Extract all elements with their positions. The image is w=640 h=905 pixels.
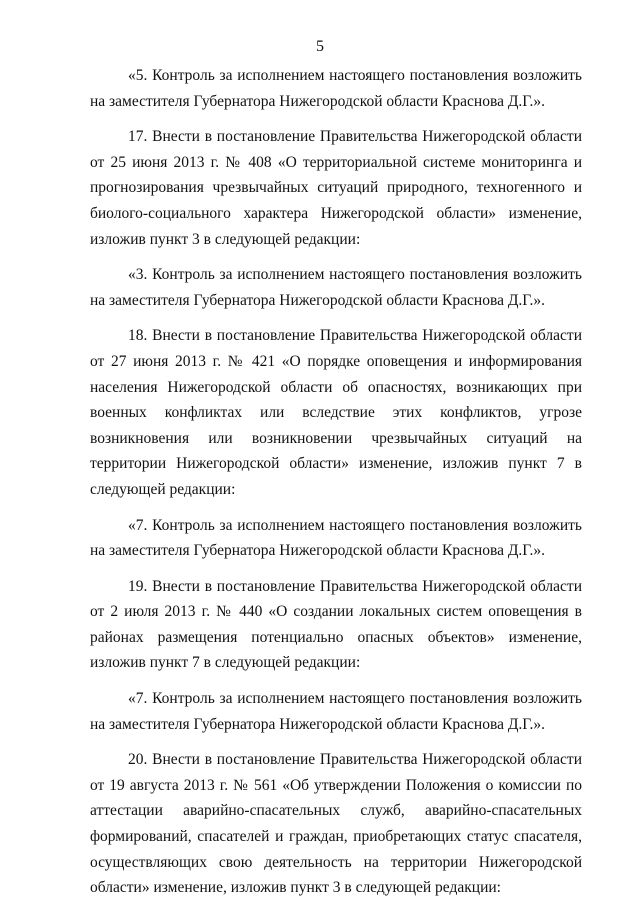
paragraph-clause-5-control: «5. Контроль за исполнением настоящего постановления возложить на заместителя Губернатора Нижегородской области Краснова Д.Г.». xyxy=(90,67,582,110)
document-body xyxy=(90,63,582,901)
page-number: 5 xyxy=(316,38,324,55)
paragraph-clause-3-control: «3. Контроль за исполнением настоящего постановления возложить на заместителя Губернатора Нижегородской области Краснова Д.Г.». xyxy=(90,266,582,309)
paragraph-item-19: 19. Внести в постановление Правительства Нижегородской области от 2 июля 2013 г. № 440 «О создании локальных систем оповещения в районах размещения потенциально опасных объектов» изменение, изложив пункт 7 в следующей редакции: xyxy=(90,577,582,672)
paragraph-item-18: 18. Внести в постановление Правительства Нижегородской области от 27 июня 2013 г. № 421 «О порядке оповещения и информирования населения Нижегородской области об опасностях, возникающих при военных конфликтах или вследствие этих конфликтов, угрозе возникновения или возникновении чрезвычайных ситуаций на территории Нижегородской области» изменение, изложив пункт 7 в следующей редакции: xyxy=(90,327,582,498)
paragraph-clause-7-control-second: «7. Контроль за исполнением настоящего постановления возложить на заместителя Губернатора Нижегородской области Краснова Д.Г.». xyxy=(90,690,582,733)
paragraph-clause-7-control: «7. Контроль за исполнением настоящего постановления возложить на заместителя Губернатора Нижегородской области Краснова Д.Г.». xyxy=(90,516,582,560)
paragraph-item-20: 20. Внести в постановление Правительства Нижегородской области от 19 августа 2013 г. № 561 «Об утверждении Положения о комиссии по аттестации аварийно-спасательных служб, аварийно-спасательных формирований, спасателей и граждан, приобретающих статус спасателя, осуществляющих свою деятельность на территории Нижегородской области» изменение, изложив пункт 3 в следующей редакции: xyxy=(90,751,582,897)
paragraph-item-17: 17. Внести в постановление Правительства Нижегородской области от 25 июня 2013 г. № 408 «О территориальной системе мониторинга и прогнозирования чрезвычайных ситуаций природного, техногенного и биолого-социального характера Нижегородской области» изменение, изложив пункт 3 в следующей редакции: xyxy=(90,128,582,248)
